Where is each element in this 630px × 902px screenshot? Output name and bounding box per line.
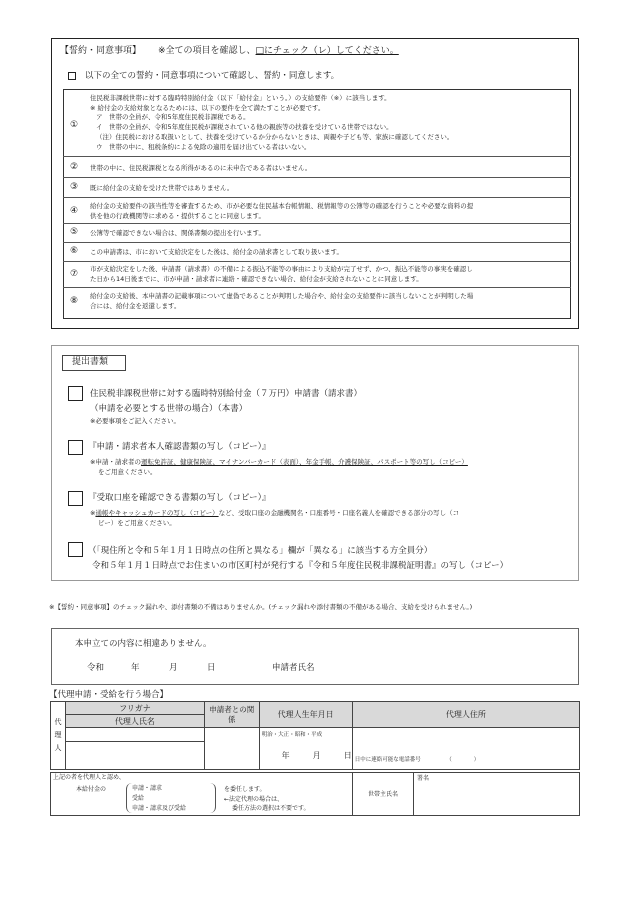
day-label: 日	[207, 663, 216, 673]
doc1-note: ※必要事項をご記入ください。	[90, 417, 180, 425]
consent-instruction-link: □にチェック（レ）してください。	[255, 46, 399, 56]
doc1-sub: （申請を必要とする世帯の場合）（本書）	[90, 404, 248, 414]
phone-label: 日中に連絡可能な電話番号	[354, 757, 421, 763]
doc2-checkbox[interactable]	[68, 440, 83, 455]
signature-label: 署名	[417, 775, 430, 782]
doc2-note-2: をご用意ください。	[98, 468, 157, 476]
doc3-note	[90, 510, 459, 517]
doc4-title: （「現住所と令和５年１月１日時点の住所と異なる」欄が「異なる」に該当する方全員分）	[88, 546, 433, 556]
item-text: 世帯の中に、住民税課税となる所得があるのに未申告である者はいません。	[90, 164, 312, 172]
item-text: ウ 世帯の中に、租税条約による免除の適用を届け出ている者はいない。	[96, 143, 311, 151]
item-text: 給付金の支給要件の該当性等を審査するため、市が必要な住民基本台帳情報、税情報等の公簿等の確認を行うことや必要な資料の提	[90, 202, 474, 210]
doc3-title: 『受取口座を確認できる書類の写し（コピー）』	[88, 493, 271, 503]
agent-name-header: 代理人氏名	[65, 715, 204, 728]
item-number: ⑧	[70, 296, 79, 306]
phone-row	[353, 755, 579, 769]
phone-parens: （ ）	[446, 757, 480, 763]
month-label: 月	[169, 663, 178, 673]
declaration-box	[51, 628, 579, 685]
applicant-name-label: 申請者氏名	[272, 663, 315, 673]
item-number: ⑥	[70, 246, 79, 256]
item-text: 供を他の行政機関等に求める・提供することに同意します。	[90, 212, 265, 220]
item-text: 市が支給決定をした後、申請書（請求書）の不備による振込不能等の事由により支給が完了せず、かつ、振込不能等の事実を確認し	[90, 265, 473, 273]
delegate-line-2: 本給付金の	[76, 786, 107, 793]
item-text: この申請書は、市において支給決定をした後は、給付金の請求書として取り扱います。	[90, 248, 343, 256]
doc3-note-link: 通帳やキャッシュカードの写し（コピー）	[95, 509, 219, 517]
agent-side-label	[51, 702, 66, 770]
year-label: 年	[131, 663, 140, 673]
consent-instruction	[158, 47, 399, 56]
option-apply[interactable]: 申請・請求	[132, 785, 163, 792]
legal-note-1: ←法定代理の場合は、	[224, 796, 284, 803]
all-agree-label: 以下の全ての誓約・同意事項について確認し、誓約・同意します。	[85, 71, 340, 81]
option-receive[interactable]: 受給	[132, 795, 145, 802]
relation-header: 申請者との関係	[204, 702, 259, 728]
consent-instruction-text: ※全ての項目を確認し、	[158, 46, 256, 56]
item-number: ①	[70, 120, 79, 130]
declaration-text: 本申立ての内容に相違ありません。	[75, 639, 212, 649]
agent-side-char: 人	[54, 744, 62, 752]
birth-header: 代理人生年月日	[259, 702, 352, 728]
address-input[interactable]	[352, 728, 579, 770]
birth-input[interactable]	[259, 728, 352, 770]
doc3-note-text-2: など、受取口座の金融機関名・口座番号・口座名義人を確認できる部分の写し（コ	[218, 509, 460, 517]
item-text: 合には、給付金を返還します。	[90, 302, 181, 310]
householder-label: 世帯主氏名	[368, 791, 399, 798]
item-number: ③	[70, 182, 79, 192]
consent-heading: 【誓約・同意事項】	[60, 46, 142, 56]
doc1-checkbox[interactable]	[68, 386, 83, 401]
entrust-text: を委任します。	[224, 786, 266, 793]
item-text: ア 世帯の全員が、令和5年度住民税非課税である。	[96, 113, 250, 121]
item-text: 既に給付金の支給を受けた世帯ではありません。	[90, 184, 234, 192]
doc3-note-2: ピー）をご用意ください。	[98, 519, 176, 527]
doc4-checkbox[interactable]	[68, 542, 83, 557]
era-label: 令和	[87, 663, 105, 673]
documents-heading: 提出書類	[72, 357, 109, 367]
agent-side-char: 理	[54, 731, 62, 739]
birth-month-label: 月	[312, 751, 321, 760]
item-text: イ 世帯の全員が、令和5年度住民税が課税されている他の親族等の扶養を受けている世帯ではない。	[96, 123, 393, 131]
birth-year-label: 年	[281, 751, 290, 760]
doc2-title: 『申請・請求者本人確認書類の写し（コピー）』	[88, 442, 271, 452]
agent-name-input[interactable]	[65, 742, 204, 770]
item-number: ②	[70, 162, 79, 172]
doc2-note-link: 運転免許証、健康保険証、マイナンバーカード（表面）、年金手帳、介護保険証、パスポート等の写し（コピー）	[140, 458, 468, 466]
item-number: ④	[70, 206, 79, 216]
doc2-note-text: ※申請・請求者の	[90, 458, 141, 466]
agent-table	[50, 701, 580, 770]
delegate-line-1: 上記の者を代理人と認め、	[53, 774, 125, 781]
doc3-checkbox[interactable]	[68, 491, 83, 506]
doc1-title: 住民税非課税世帯に対する臨時特別給付金（７万円）申請書（請求書）	[90, 389, 363, 399]
item-text: 給付金の支給後、本申請書の記載事項について虚偽であることが判明した場合や、給付金の支給要件に該当しないことが判明した場	[90, 292, 474, 300]
doc2-note	[90, 459, 468, 466]
option-both[interactable]: 申請・請求及び受給	[132, 805, 187, 812]
agent-heading: 【代理申請・受給を行う場合】	[49, 690, 169, 700]
agent-side-char: 代	[54, 718, 62, 726]
era-options: 明治・大正・昭和・平成	[261, 732, 323, 738]
address-header: 代理人住所	[352, 702, 579, 728]
item-number: ⑤	[70, 227, 79, 237]
item-text: た日から14日後までに、市が申請・請求者に連絡・確認できない場合、給付金が支給されないことに同意します。	[90, 275, 423, 283]
birth-day-label: 日	[343, 751, 352, 760]
item-text: ※ 給付金の支給対象となるためには、以下の要件を全て満たすことが必要です。	[90, 104, 325, 112]
doc4-sub: 令和５年１月１日時点でお住まいの市区町村が発行する『令和５年度住民税非課税証明書』の写し（コピー）	[92, 561, 509, 571]
birth-date	[260, 738, 352, 761]
furigana-header: フリガナ	[65, 702, 204, 715]
doc3-note-text: ※	[90, 509, 96, 517]
item-text: 住民税非課税世帯に対する臨時特別給付金（以下「給付金」という。）の支給要件（※）に該当します。	[90, 94, 391, 102]
furigana-input[interactable]	[65, 728, 204, 742]
all-agree-checkbox[interactable]	[68, 72, 76, 80]
relation-input[interactable]	[204, 728, 259, 770]
item-number: ⑦	[70, 269, 79, 279]
legal-note-2: 委任方法の選択は不要です。	[232, 805, 310, 812]
item-text: 公簿等で確認できない場合は、関係書類の提出を行います。	[90, 229, 265, 237]
item-text: （注）住民税における取扱いとして、扶養を受けているか分からないときは、両親や子ども等、家族に確認してください。	[96, 133, 454, 141]
warning-note: ※【誓約・同意事項】のチェック漏れや、添付書類の不備はありませんか。(チェック漏れや添付書類の不備がある場合、支給を受けられません。)	[49, 603, 473, 611]
